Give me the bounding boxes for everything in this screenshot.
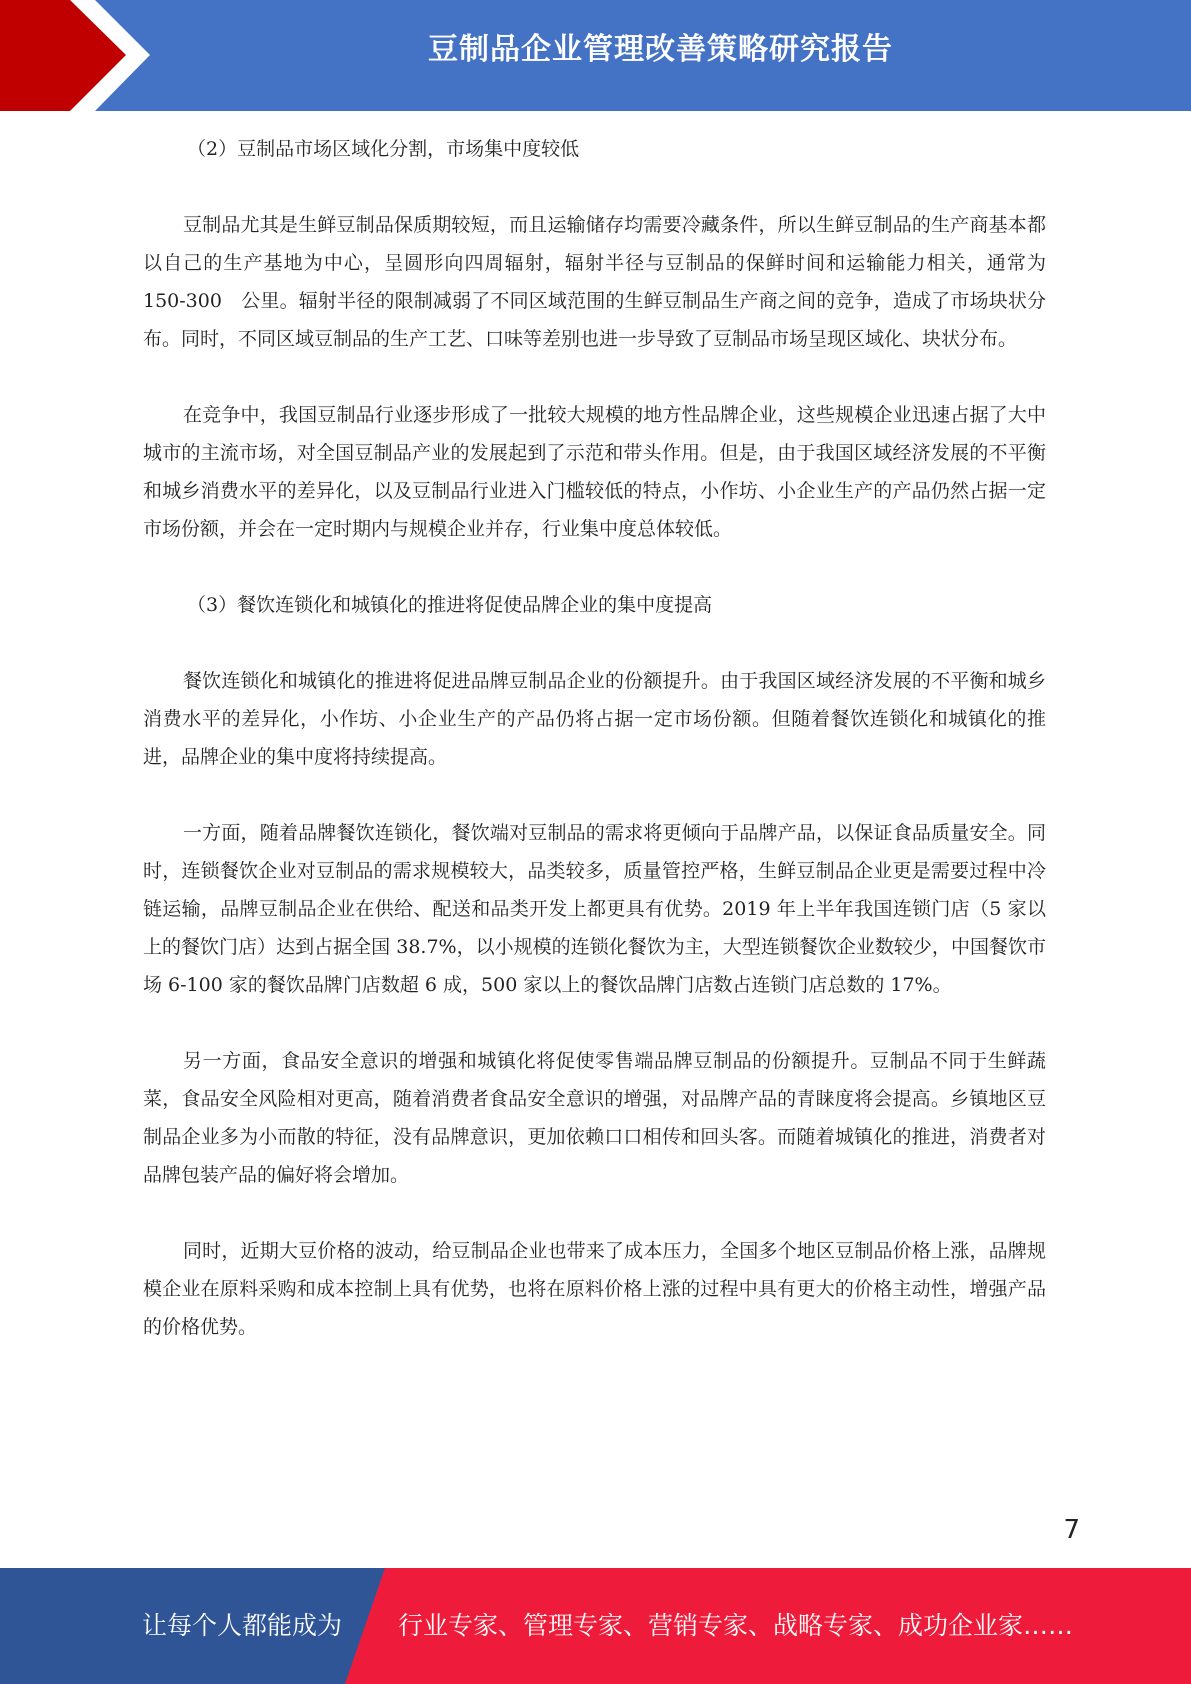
page-footer — [0, 1568, 1191, 1684]
section-heading-3: （3）餐饮连锁化和城镇化的推进将促使品牌企业的集中度提高 — [187, 594, 713, 616]
page-header — [0, 0, 1191, 111]
document-body — [143, 130, 1066, 1384]
paragraph-5: 另一方面，食品安全意识的增强和城镇化将促使零售端品牌豆制品的份额提升。豆制品不同于生鲜蔬菜，食品安全风险相对更高，随着消费者食品安全意识的增强，对品牌产品的青睐度将会提高。乡镇地区豆制品企业多为小而散的特征，没有品牌意识，更加依赖口口相传和回头客。而随着城镇化的推进，消费者对品牌包装产品的偏好将会增加。 — [143, 1050, 1046, 1186]
paragraph-1: 豆制品尤其是生鲜豆制品保质期较短，而且运输储存均需要冷藏条件，所以生鲜豆制品的生产商基本都以自己的生产基地为中心，呈圆形向四周辐射，辐射半径与豆制品的保鲜时间和运输能力相关，通常为 150-300 公里。辐射半径的限制减弱了不同区域范围的生鲜豆制品生产商之间的竞争，造成了市场块状分布。同时，不同区域豆制品的生产工艺、口味等差别也进一步导致了豆制品市场呈现区域化、块状分布。 — [143, 214, 1066, 350]
page-number: 7 — [1063, 1515, 1080, 1545]
header-chevron-decoration — [0, 0, 160, 111]
footer-slogan-right: 行业专家、管理专家、营销专家、战略专家、成功企业家…… — [398, 1611, 1074, 1640]
paragraph-4: 一方面，随着品牌餐饮连锁化，餐饮端对豆制品的需求将更倾向于品牌产品，以保证食品质量安全。同时，连锁餐饮企业对豆制品的需求规模较大，品类较多，质量管控严格，生鲜豆制品企业更是需要过程中冷链运输，品牌豆制品企业在供给、配送和品类开发上都更具有优势。2019 年上半年我国连锁门店（5 家以上的餐饮门店）达到占据全国 38.7%，以小规模的连锁化餐饮为主，大型连锁餐饮企业数较少，中国餐饮市场 6-100 家的餐饮品牌门店数超 6 成，500 家以上的餐饮品牌门店数占连锁门店总数的 17%。 — [143, 822, 1046, 996]
footer-slogan-left: 让每个人都能成为 — [142, 1611, 343, 1640]
paragraph-6: 同时，近期大豆价格的波动，给豆制品企业也带来了成本压力，全国多个地区豆制品价格上涨，品牌规模企业在原料采购和成本控制上具有优势，也将在原料价格上涨的过程中具有更大的价格主动性，增强产品的价格优势。 — [143, 1240, 1046, 1338]
section-heading-2: （2）豆制品市场区域化分割，市场集中度较低 — [187, 138, 580, 160]
paragraph-2: 在竞争中，我国豆制品行业逐步形成了一批较大规模的地方性品牌企业，这些规模企业迅速占据了大中城市的主流市场，对全国豆制品产业的发展起到了示范和带头作用。但是，由于我国区域经济发展的不平衡和城乡消费水平的差异化，以及豆制品行业进入门槛较低的特点，小作坊、小企业生产的产品仍然占据一定市场份额，并会在一定时期内与规模企业并存，行业集中度总体较低。 — [143, 404, 1046, 540]
paragraph-3: 餐饮连锁化和城镇化的推进将促进品牌豆制品企业的份额提升。由于我国区域经济发展的不平衡和城乡消费水平的差异化，小作坊、小企业生产的产品仍将占据一定市场份额。但随着餐饮连锁化和城镇化的推进，品牌企业的集中度将持续提高。 — [143, 670, 1046, 768]
report-title: 豆制品企业管理改善策略研究报告 — [428, 32, 893, 67]
